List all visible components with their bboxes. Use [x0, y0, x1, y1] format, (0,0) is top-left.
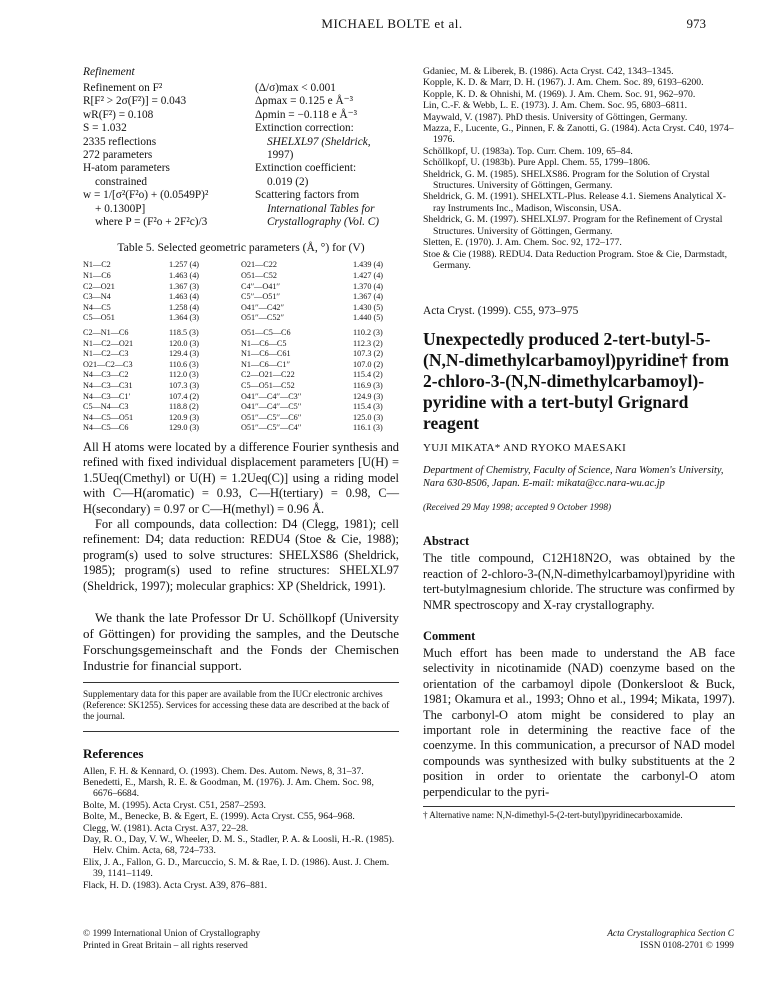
comment-text: Much effort has been made to understand the AB face selectivity in nicotinamide (NAD) coenzyme based on the orientation of the carbamoyl dipole (Donkersloot & Buck, 1981; Okamura et al., 1993; Ohno et al., 1994; Mikata, 1997). The carbonyl-O atom might be considered to play an important role in determining the reactive face of the coenzyme. In this communication, a precursor of NAD model compounds was synthesized with bulky substituents at the 2 position in order to orientate the carbonyl-O atom perpendicular to the pyri-	[423, 645, 735, 799]
refinement-col1	[83, 82, 255, 229]
table-cell-value: 1.440 (5)	[353, 313, 384, 323]
table-cell-value: 118.8 (2)	[169, 402, 199, 412]
running-title: MICHAEL BOLTE et al.	[321, 16, 463, 31]
copyright-line: © 1999 International Union of Crystallography	[83, 929, 261, 939]
reference-entry: Schöllkopf, U. (1983b). Pure Appl. Chem. 55, 1799–1806.	[423, 157, 651, 169]
reference-entry: Sheldrick, G. M. (1985). SHELXS86. Program for the Solution of Crystal Structures. University of Göttingen, Germany.	[423, 168, 710, 192]
reference-entry: Allen, F. H. & Kennard, O. (1993). Chem. Des. Autom. News, 8, 31–37.	[83, 765, 364, 777]
refinement-line: H-atom parameters	[83, 162, 170, 175]
refinement-line: S = 1.032	[83, 122, 127, 135]
reference-entry: Schöllkopf, U. (1983a). Top. Curr. Chem. 109, 65–84.	[423, 145, 633, 157]
table-cell-atoms: N4—C5	[83, 302, 111, 312]
table-cell-value: 107.3 (3)	[169, 381, 200, 390]
table-cell-atoms: O51′′—C5′′—C4′′	[241, 423, 302, 433]
table-cell-atoms: C3—N4	[83, 292, 111, 302]
abstract-heading: Abstract	[423, 534, 470, 549]
h-atoms-paragraph: All H atoms were located by a difference Fourier synthesis and refined with fixed individual displacement parameters [U(H) = 1.5Ueq(Cmethyl) or U(H) = 1.2Ueq(C)] using a riding model with C—H(aromatic) = 0.93, C—H(tertiary) = 0.98, C—H(secondary) = 0.97 or C—H(methyl) = 0.96 Å.	[83, 439, 399, 516]
page-number: 973	[686, 16, 706, 31]
divider	[83, 682, 399, 683]
refinement-line: Δρmin = −0.118 e Å⁻³	[255, 108, 358, 121]
table-cell-atoms: N1—C2—C3	[83, 349, 129, 359]
reference-entry: Flack, H. D. (1983). Acta Cryst. A39, 876–881.	[83, 879, 268, 891]
reference-entry: Maywald, V. (1987). PhD thesis. University of Göttingen, Germany.	[423, 111, 688, 123]
refinement-line: Δρmax = 0.125 e Å⁻³	[255, 95, 353, 108]
bond-angles	[83, 328, 399, 434]
table-cell-atoms: C5—O51	[83, 313, 115, 323]
table-cell-value: 124.9 (3)	[353, 391, 384, 401]
table-cell-atoms: N1—C2—O21	[83, 338, 134, 348]
table-cell-atoms: O51—C52	[241, 271, 277, 281]
table-cell-atoms: N4—C3—C1′	[83, 391, 131, 401]
reference-entry: Gdaniec, M. & Liberek, B. (1986). Acta Cryst. C42, 1343–1345.	[423, 66, 674, 77]
refinement-line: + 0.1300P]	[95, 202, 146, 215]
footer-right	[607, 928, 734, 952]
geometric-table	[83, 260, 399, 434]
reference-entry: Lin, C.-F. & Webb, L. E. (1973). J. Am. Chem. Soc. 95, 6803–6811.	[423, 100, 688, 112]
table-cell-atoms: C2—O21	[83, 281, 115, 291]
table-cell-atoms: O51′′—C5′′—C6′′	[241, 412, 302, 422]
reference-entry: Day, R. O., Day, V. W., Wheeler, D. M. S., Stadler, P. A. & Loosli, H.-R. (1985). Helv. Chim. Acta, 68, 724–733.	[83, 834, 395, 857]
table-cell-atoms: C5—O51—C52	[241, 381, 295, 390]
table-cell-atoms: N1—C6—C5	[241, 338, 287, 348]
references-list-left	[83, 766, 399, 891]
refinement-line: 272 parameters	[83, 149, 153, 162]
author-affiliation: Department of Chemistry, Faculty of Science, Nara Women's University, Nara 630-8506, Japan. E-mail: mikata@cc.nara-wu.ac.jp	[423, 465, 724, 490]
table-cell-atoms: N4—C5—C6	[83, 423, 129, 433]
bond-lengths	[83, 260, 399, 324]
table-cell-atoms: C5′′—O51′′	[241, 292, 281, 302]
refinement-line: SHELXL97 (Sheldrick,	[267, 135, 371, 148]
refinement-line: International Tables for	[267, 202, 375, 215]
table-cell-value: 1.370 (4)	[353, 281, 384, 291]
table-cell-atoms: C4′′—O41′′	[241, 281, 281, 291]
issn-line: ISSN 0108-2701 © 1999	[640, 941, 734, 951]
reference-entry: Mazza, F., Lucente, G., Pinnen, F. & Zanotti, G. (1984). Acta Cryst. C40, 1974–1976.	[423, 123, 734, 146]
table-cell-value: 112.0 (3)	[169, 370, 199, 380]
reference-entry: Stoe & Cie (1988). REDU4. Data Reduction Program. Stoe & Cie, Darmstadt, Germany.	[423, 248, 728, 271]
reference-entry: Bolte, M., Benecke, B. & Egert, E. (1999). Acta Cryst. C55, 964–968.	[83, 811, 355, 823]
journal-name: Acta Crystallographica Section C	[607, 929, 734, 939]
table-cell-atoms: O21—C22	[241, 260, 277, 270]
refinement-line: Refinement on F²	[83, 82, 163, 94]
table-cell-value: 1.258 (4)	[169, 302, 200, 312]
refinement-line: w = 1/[σ²(F²o) + (0.0549P)²	[83, 189, 209, 202]
table-cell-value: 1.463 (4)	[169, 292, 200, 302]
table-cell-value: 115.4 (3)	[353, 402, 383, 412]
table-cell-value: 1.367 (3)	[169, 281, 200, 291]
table-cell-atoms: C5—N4—C3	[83, 402, 129, 412]
reference-entry: Bolte, M. (1995). Acta Cryst. C51, 2587–2593.	[83, 799, 266, 811]
programs-paragraph: For all compounds, data collection: D4 (Clegg, 1981); cell refinement: D4; data reduction: REDU4 (Stoe & Cie, 1988); program(s) used to solve structures: SHELXS86 (Sheldrick, 1985); program(s) used to refine structures: SHELXL97 (Sheldrick, 1997); molecular graphics: XP (Sheldrick, 1991).	[83, 517, 399, 593]
table-cell-value: 112.3 (2)	[353, 338, 383, 348]
divider	[83, 731, 399, 732]
refinement-line: wR(F²) = 0.108	[83, 108, 154, 121]
reference-entry: Kopple, K. D. & Marr, D. H. (1967). J. Am. Chem. Soc. 89, 6193–6200.	[423, 77, 704, 89]
table-cell-value: 115.4 (2)	[353, 370, 383, 380]
refinement-line: constrained	[95, 175, 148, 188]
table-cell-atoms: O21—C2—C3	[83, 359, 133, 369]
references-heading: References	[83, 745, 144, 761]
table-cell-value: 125.0 (3)	[353, 412, 384, 422]
reference-entry: Sheldrick, G. M. (1991). SHELXTL-Plus. Release 4.1. Siemens Analytical X-ray Instruments Inc., Madison, Wisconsin, USA.	[423, 191, 726, 214]
refinement-line: (Δ/σ)max < 0.001	[255, 82, 336, 94]
table-cell-value: 1.430 (5)	[353, 302, 384, 312]
table-cell-atoms: N1—C2	[83, 260, 111, 270]
article-authors: YUJI MIKATA* AND RYOKO MAESAKI	[423, 442, 627, 455]
supplementary-note: Supplementary data for this paper are available from the IUCr electronic archives (Reference: SK1255). Services for accessing these data are described at the back of the journal.	[83, 689, 390, 722]
table-cell-atoms: N4—C3—C2	[83, 370, 129, 380]
refinement-line: Extinction correction:	[255, 122, 354, 135]
reference-entry: Sletten, E. (1970). J. Am. Chem. Soc. 92, 172–177.	[423, 237, 622, 249]
reference-entry: Clegg, W. (1981). Acta Cryst. A37, 22–28.	[83, 822, 249, 834]
reference-entry: Sheldrick, G. M. (1997). SHELXL97. Program for the Refinement of Crystal Structures. University of Göttingen, Germany.	[423, 214, 723, 237]
table-cell-value: 1.463 (4)	[169, 271, 200, 281]
left-column	[83, 66, 399, 891]
refinement-line: R[F² > 2σ(F²)] = 0.043	[83, 95, 187, 108]
received-dates: (Received 29 May 1998; accepted 9 October 1998)	[423, 502, 612, 513]
footnote: † Alternative name: N,N-dimethyl-5-(2-tert-butyl)pyridinecarboxamide.	[423, 806, 735, 820]
refinement-line: 1997)	[267, 149, 294, 162]
table-cell-value: 1.257 (4)	[169, 260, 200, 270]
table-cell-atoms: O51—C5—C6	[241, 328, 291, 338]
table-cell-value: 1.364 (3)	[169, 313, 200, 323]
table-cell-value: 107.0 (2)	[353, 359, 384, 369]
table-cell-atoms: O51′′—C52′′	[241, 313, 285, 323]
refinement-line: where P = (F²o + 2F²c)/3	[95, 216, 208, 229]
table-cell-atoms: N1—C6—C1′′	[241, 359, 291, 369]
refinement-line: Scattering factors from	[255, 189, 360, 202]
article-title: Unexpectedly produced 2-tert-butyl-5-(N,N-dimethylcarbamoyl)pyridine† from 2-chloro-3-(N,N-dimethylcarbamoyl)-pyridine with a tert-butyl Grignard reagent	[423, 329, 729, 434]
refinement-line: Extinction coefficient:	[255, 162, 357, 175]
references-list-right	[423, 66, 735, 271]
table-cell-atoms: N1—C6—C61	[241, 349, 291, 359]
right-column	[423, 66, 735, 820]
table-cell-value: 1.427 (4)	[353, 271, 384, 281]
refinement-heading: Refinement	[83, 66, 135, 78]
reference-entry: Elix, J. A., Fallon, G. D., Marcuccio, S. M. & Rae, I. D. (1986). Aust. J. Chem. 39, 1141–1149.	[83, 856, 390, 880]
table-cell-value: 110.2 (3)	[353, 328, 383, 338]
table-cell-value: 1.439 (4)	[353, 260, 384, 270]
refinement-block	[83, 82, 399, 229]
table-cell-value: 120.0 (3)	[169, 338, 200, 348]
reference-entry: Benedetti, E., Marsh, R. E. & Goodman, M. (1976). J. Am. Chem. Soc. 98, 6676–6684.	[83, 777, 374, 800]
table-cell-value: 107.3 (2)	[353, 349, 384, 359]
comment-heading: Comment	[423, 628, 476, 643]
table-cell-value: 116.9 (3)	[353, 381, 383, 390]
table-cell-value: 120.9 (3)	[169, 412, 200, 422]
refinement-col2	[255, 82, 399, 229]
abstract-text: The title compound, C12H18N2O, was obtained by the reaction of 2-chloro-3-(N,N-dimethylcarbamoyl)pyridine with tert-butylmagnesium chloride. The structure was confirmed by NMR spectroscopy and X-ray crystallography.	[423, 551, 735, 612]
table-cell-atoms: N4—C5—O51	[83, 412, 134, 422]
table-cell-atoms: O41′′—C42′′	[241, 302, 285, 312]
footer-left	[83, 928, 260, 952]
journal-citation: Acta Cryst. (1999). C55, 973–975	[423, 305, 579, 318]
table-cell-value: 110.6 (3)	[169, 359, 199, 369]
reference-entry: Kopple, K. D. & Ohnishi, M. (1969). J. Am. Chem. Soc. 91, 962–970.	[423, 88, 696, 100]
running-header	[0, 16, 784, 36]
table-cell-value: 1.367 (4)	[353, 292, 384, 302]
table-cell-value: 107.4 (2)	[169, 391, 200, 401]
table-caption: Table 5. Selected geometric parameters (Å, °) for (V)	[117, 241, 365, 255]
table-cell-atoms: C2—O21—C22	[241, 370, 295, 380]
table-cell-value: 129.4 (3)	[169, 349, 200, 359]
refinement-line: Crystallography (Vol. C)	[267, 216, 380, 229]
table-cell-value: 116.1 (3)	[353, 423, 383, 433]
refinement-line: 0.019 (2)	[267, 175, 309, 188]
table-cell-atoms: N1—C6	[83, 271, 111, 281]
table-cell-atoms: N4—C3—C31	[83, 381, 133, 390]
table-cell-atoms: C2—N1—C6	[83, 328, 129, 338]
table-cell-atoms: O41′′—C4′′—C3′′	[241, 391, 302, 401]
table-cell-value: 129.0 (3)	[169, 423, 200, 433]
acknowledgements: We thank the late Professor Dr U. Schöllkopf (University of Göttingen) for providing the samples, and the Deutsche Forschungsgemeinschaft and the Fonds der Chemischen Industrie for financial support.	[83, 610, 399, 674]
refinement-line: 2335 reflections	[83, 135, 157, 148]
table-cell-value: 118.5 (3)	[169, 328, 199, 338]
printed-line: Printed in Great Britain – all rights reserved	[83, 941, 248, 951]
table-cell-atoms: O41′′—C4′′—C5′′	[241, 402, 302, 412]
